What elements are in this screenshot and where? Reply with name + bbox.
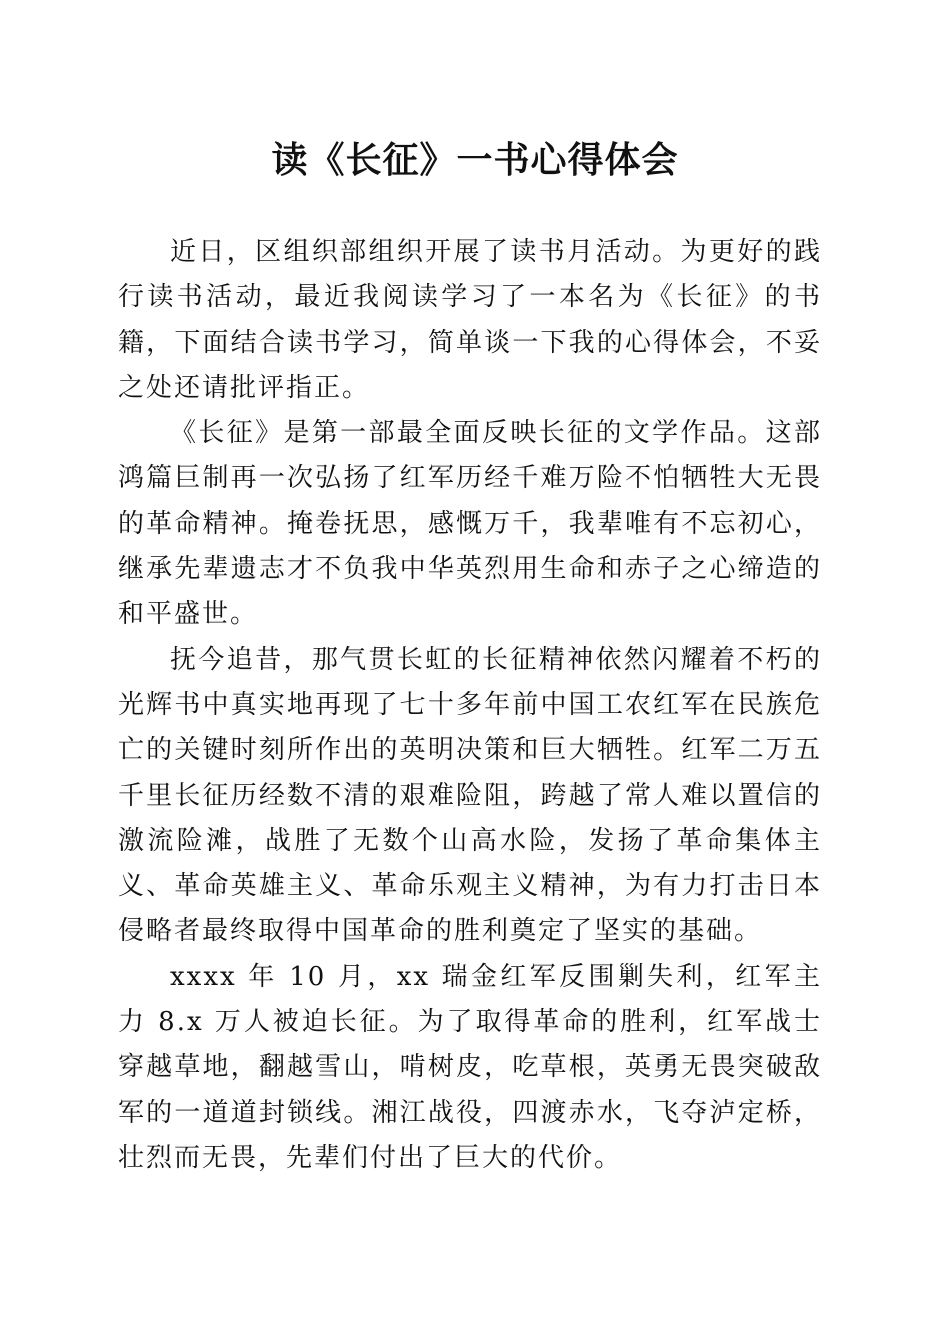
paragraph-4: xxxx 年 10 月，xx 瑞金红军反围剿失利，红军主力 8.x 万人被迫长征。为了取得革命的胜利，红军战士穿越草地，翻越雪山，啃树皮，吃草根，英勇无畏突破敌军的一道道封锁线。湘江战役，四渡赤水，飞夺泸定桥，壮烈而无畏，先辈们付出了巨大的代价。 [118,961,822,1173]
paragraph-2: 《长征》是第一部最全面反映长征的文学作品。这部鸿篇巨制再一次弘扬了红军历经千难万险不怕牺牲大无畏的革命精神。掩卷抚思，感慨万千，我辈唯有不忘初心，继承先辈遗志才不负我中华英烈用生命和赤子之心缔造的和平盛世。 [118,418,822,630]
paragraph-1: 近日，区组织部组织开展了读书月活动。为更好的践行读书活动，最近我阅读学习了一本名为《长征》的书籍，下面结合读书学习，简单谈一下我的心得体会，不妥之处还请批评指正。 [118,237,822,403]
paragraph-3: 抚今追昔，那气贯长虹的长征精神依然闪耀着不朽的光辉书中真实地再现了七十多年前中国工农红军在民族危亡的关键时刻所作出的英明决策和巨大牺牲。红军二万五千里长征历经数不清的艰难险阻，跨越了常人难以置信的激流险滩，战胜了无数个山高水险，发扬了革命集体主义、革命英雄主义、革命乐观主义精神，为有力打击日本侵略者最终取得中国革命的胜利奠定了坚实的基础。 [118,644,822,947]
document-body [118,230,822,1181]
document-title: 读《长征》一书心得体会 [271,139,679,181]
